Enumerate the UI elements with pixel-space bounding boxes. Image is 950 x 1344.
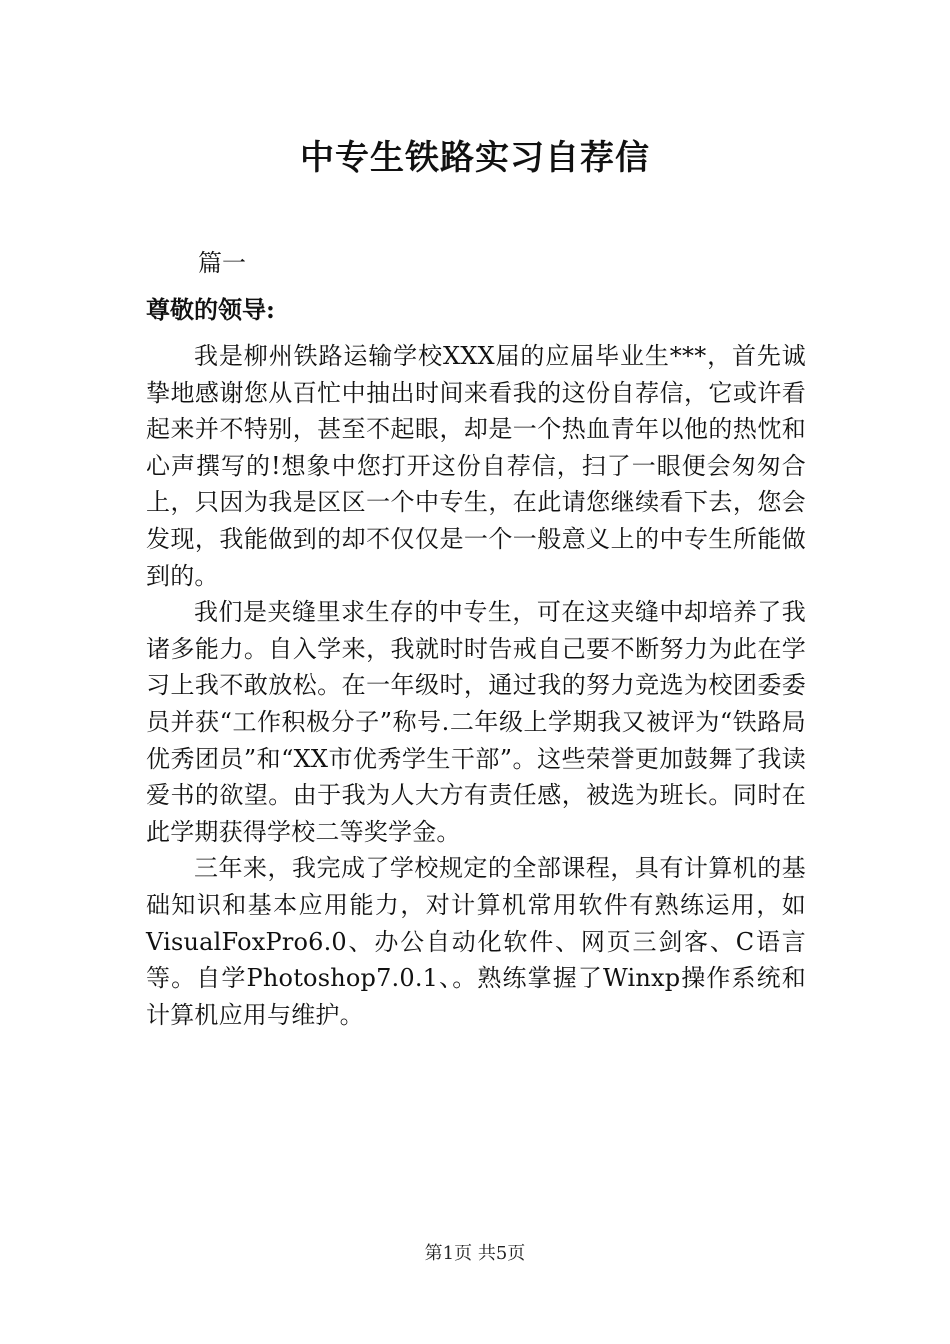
- document-title: 中专生铁路实习自荐信: [300, 138, 650, 178]
- letter-body: [146, 338, 806, 1033]
- paragraph-computer-skills: 三年来，我完成了学校规定的全部课程，具有计算机的基础知识和基本应用能力，对计算机常用软件有熟练运用，如VisualFoxPro6.0、办公自动化软件、网页三剑客、C语言等。自学Photoshop7.0.1、。熟练掌握了Winxp操作系统和计算机应用与维护。: [146, 854, 806, 1029]
- page-footer: 第1页 共5页: [424, 1243, 526, 1264]
- paragraph-intro: 我是柳州铁路运输学校XXX届的应届毕业生***，首先诚挚地感谢您从百忙中抽出时间来看我的这份自荐信，它或许看起来并不特别，甚至不起眼，却是一个热血青年以他的热忱和心声撰写的!想象中您打开这份自荐信，扫了一眼便会匆匆合上，只因为我是区区一个中专生，在此请您继续看下去，您会发现，我能做到的却不仅仅是一个一般意义上的中专生所能做到的。: [146, 342, 806, 590]
- salutation: 尊敬的领导:: [146, 295, 275, 324]
- paragraph-achievements: 我们是夹缝里求生存的中专生，可在这夹缝中却培养了我诸多能力。自入学来，我就时时告戒自己要不断努力为此在学习上我不敢放松。在一年级时，通过我的努力竞选为校团委委员并获“工作积极分子”称号.二年级上学期我又被评为“铁路局优秀团员”和“XX市优秀学生干部”。这些荣誉更加鼓舞了我读爱书的欲望。由于我为人大方有责任感，被选为班长。同时在此学期获得学校二等奖学金。: [146, 598, 806, 846]
- section-label: 篇一: [198, 249, 246, 277]
